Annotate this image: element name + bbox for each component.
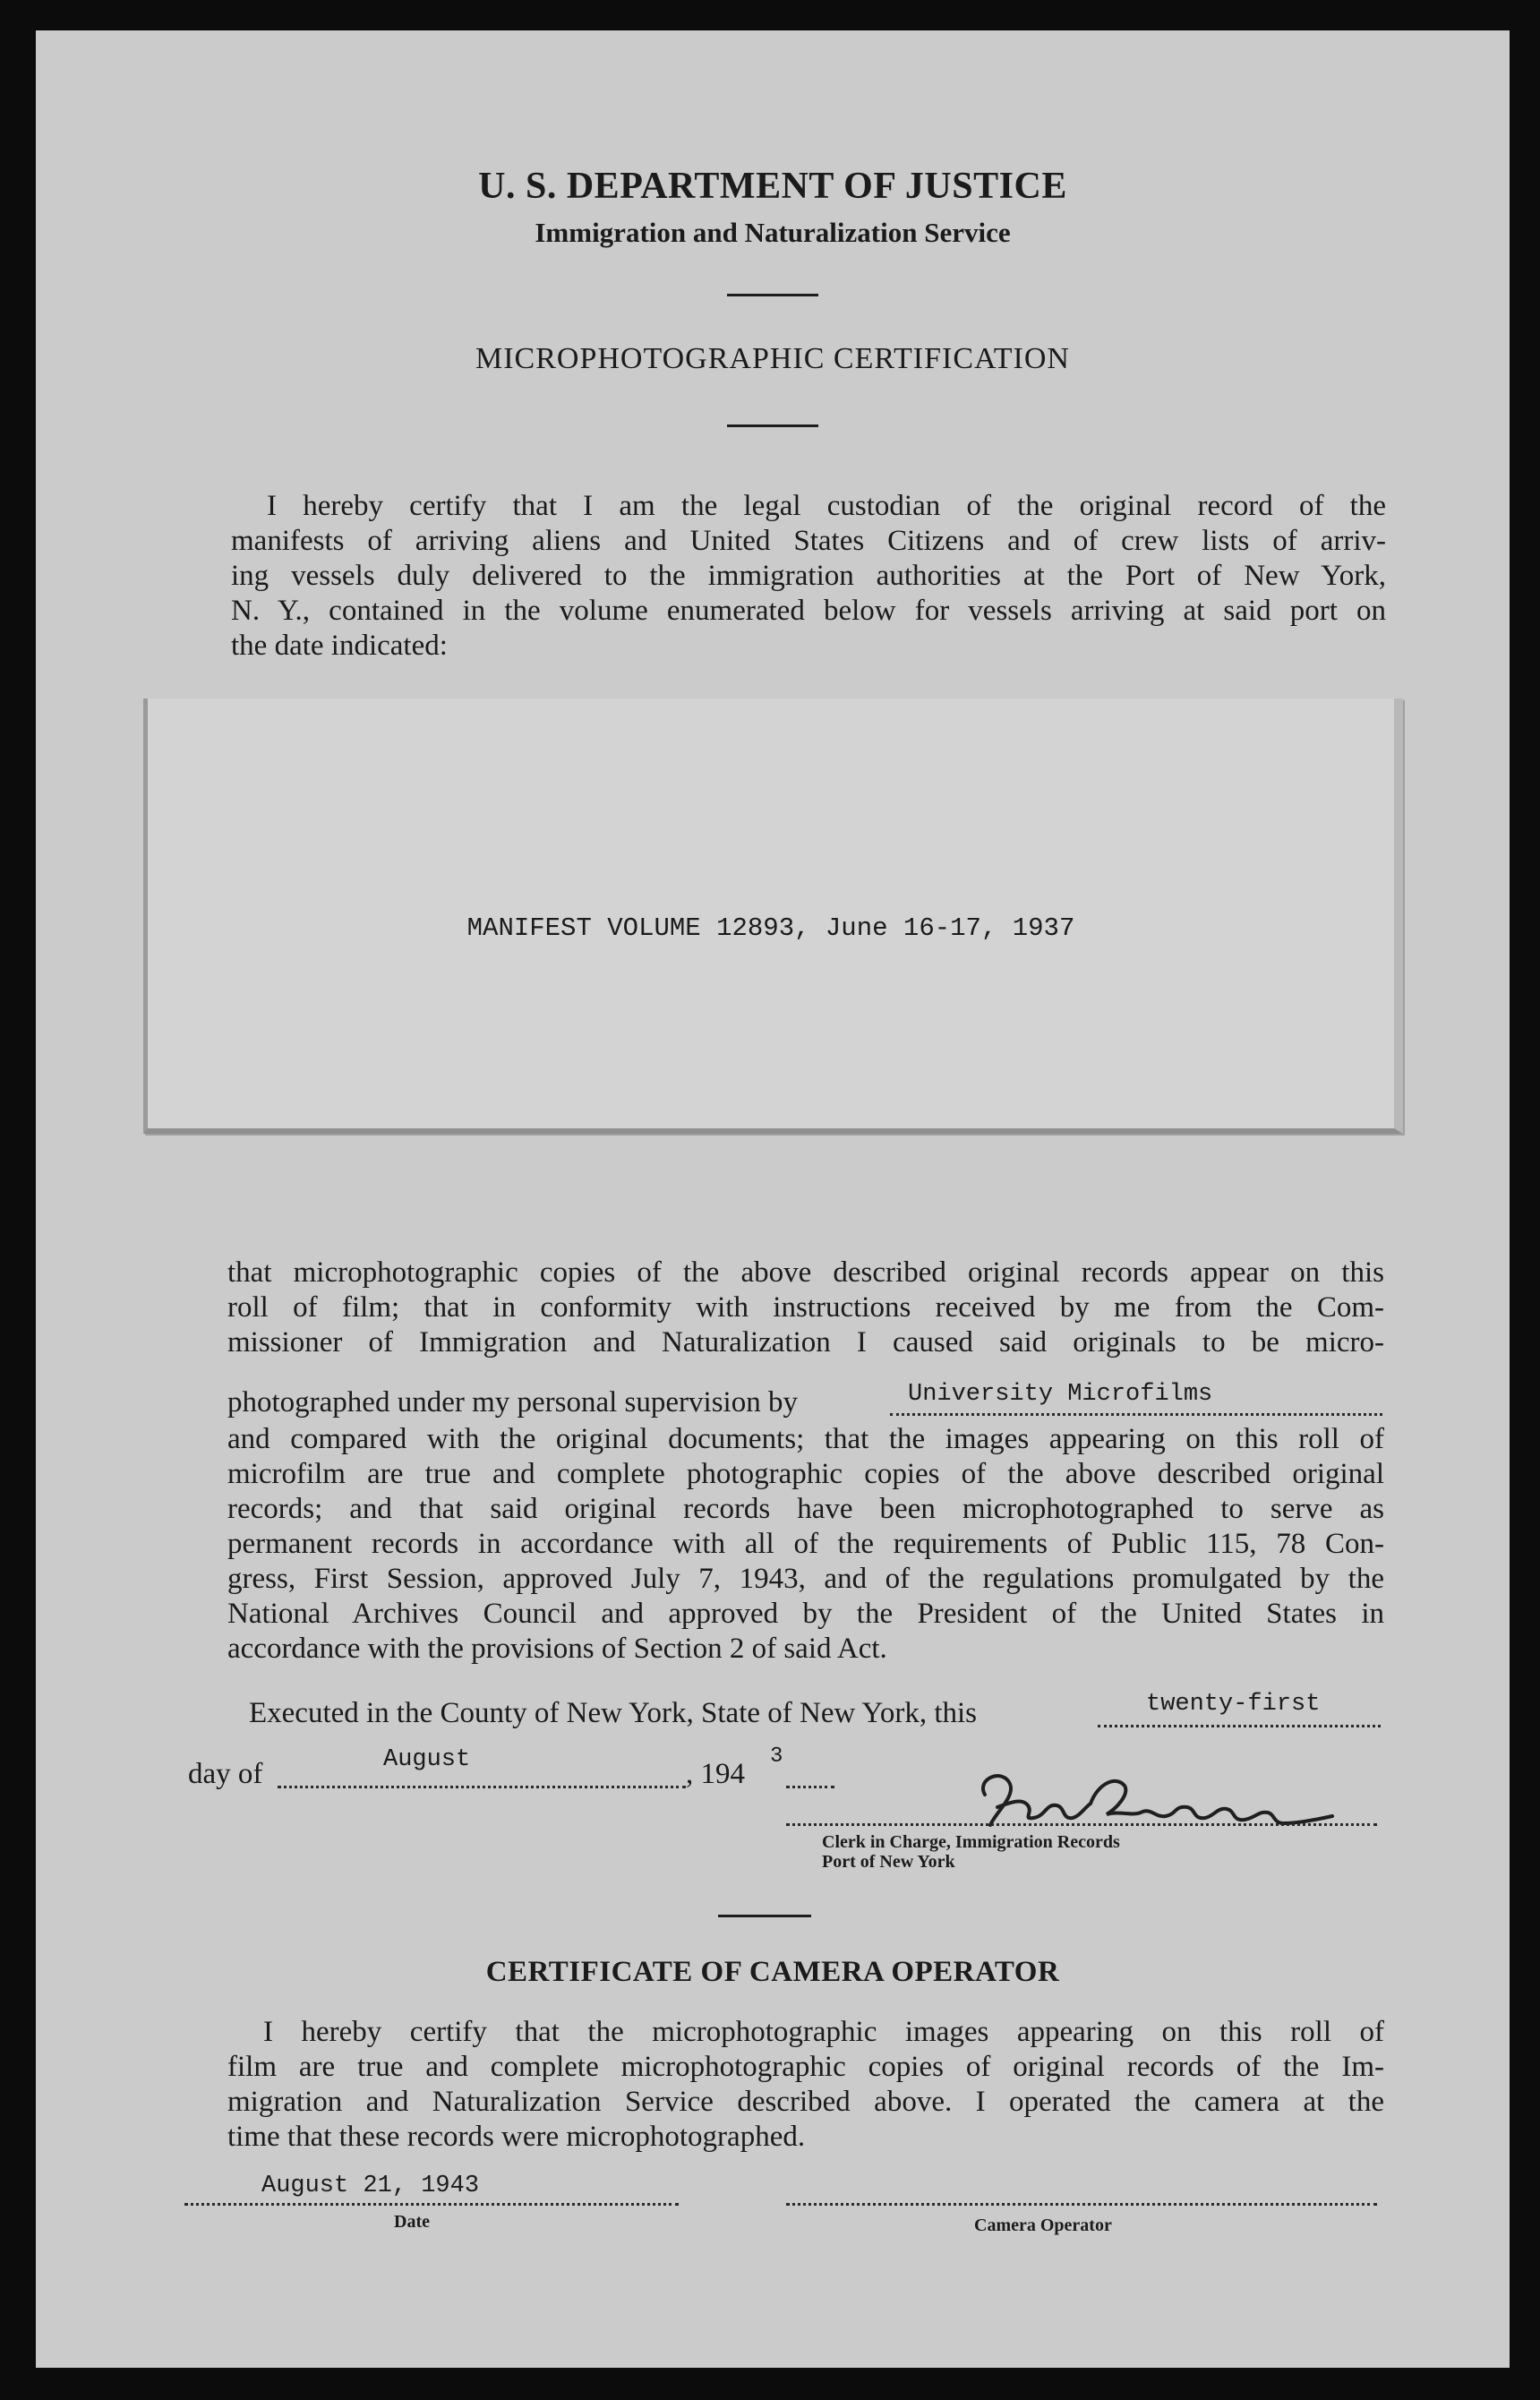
month-value: August [383, 1746, 471, 1773]
day-fill-line [1098, 1725, 1381, 1727]
body-line: gress, First Session, approved July 7, 1943, and of the regulations promulgated by the [227, 1563, 1384, 1595]
divider [718, 1915, 811, 1917]
execution-prefix: Executed in the County of New York, State of New York, this [249, 1697, 978, 1729]
intro-line: ing vessels duly delivered to the immigration authorities at the Port of New York, [231, 560, 1386, 592]
body-line: that microphotographic copies of the above described original records appear on this [227, 1256, 1384, 1289]
intro-line: N. Y., contained in the volume enumerated below for vessels arriving at said port on [231, 595, 1386, 627]
intro-line: the date indicated: [231, 630, 448, 662]
body-line: microfilm are true and complete photographic copies of the above described original [227, 1458, 1384, 1490]
service-subheading: Immigration and Naturalization Service [535, 217, 1011, 248]
supervision-prefix: photographed under my personal supervision by [227, 1386, 798, 1419]
body-line: missioner of Immigration and Naturalization I caused said originals to be micro- [227, 1326, 1384, 1359]
operator-line: migration and Naturalization Service described above. I operated the camera at the [227, 2086, 1384, 2118]
manifest-volume-label: MANIFEST VOLUME 12893, June 16-17, 1937 [466, 913, 1075, 943]
operator-line: film are true and complete microphotographic copies of original records of the Im- [227, 2051, 1384, 2083]
day-value: twenty-first [1146, 1691, 1321, 1718]
clerk-title: Clerk in Charge, Immigration Records [822, 1832, 1120, 1852]
body-line: and compared with the original documents; that the images appearing on this roll of [227, 1423, 1384, 1455]
clerk-location: Port of New York [822, 1852, 955, 1872]
camera-operator-label: Camera Operator [974, 2216, 1112, 2235]
department-heading: U. S. DEPARTMENT OF JUSTICE [478, 166, 1067, 207]
clerk-signature-line [786, 1823, 1377, 1826]
operator-line: time that these records were microphotographed. [227, 2121, 806, 2153]
month-fill-line [278, 1786, 686, 1788]
volume-slip [143, 699, 1403, 1134]
body-line: records; and that said original records have been microphotographed to serve as [227, 1493, 1384, 1525]
divider [727, 424, 818, 427]
body-line: accordance with the provisions of Section 2 of said Act. [227, 1633, 887, 1665]
date-fill-line [184, 2203, 679, 2206]
camera-operator-heading: CERTIFICATE OF CAMERA OPERATOR [485, 1956, 1060, 1988]
operator-line: I hereby certify that the microphotographic images appearing on this roll of [263, 2016, 1384, 2048]
year-prefix: , 194 [686, 1758, 745, 1790]
body-line: permanent records in accordance with all of the requirements of Public 115, 78 Con- [227, 1528, 1384, 1560]
year-fill-line [786, 1786, 834, 1788]
supervision-fill-line [890, 1413, 1382, 1416]
date-label: Date [394, 2212, 430, 2232]
operator-signature-line [786, 2203, 1377, 2206]
intro-line: manifests of arriving aliens and United States Citizens and of crew lists of arriv- [231, 525, 1386, 557]
body-line: National Archives Council and approved by the President of the United States in [227, 1598, 1384, 1630]
intro-line: I hereby certify that I am the legal custodian of the original record of the [267, 490, 1386, 522]
year-digit: 3 [770, 1744, 783, 1769]
supervision-value: University Microfilms [908, 1381, 1213, 1408]
date-value: August 21, 1943 [261, 2173, 480, 2199]
certification-title: MICROPHOTOGRAPHIC CERTIFICATION [475, 342, 1070, 375]
divider [727, 294, 818, 296]
body-line: roll of film; that in conformity with instructions received by me from the Com- [227, 1291, 1384, 1324]
day-of-label: day of [188, 1758, 263, 1790]
certificate-page [36, 30, 1510, 2368]
